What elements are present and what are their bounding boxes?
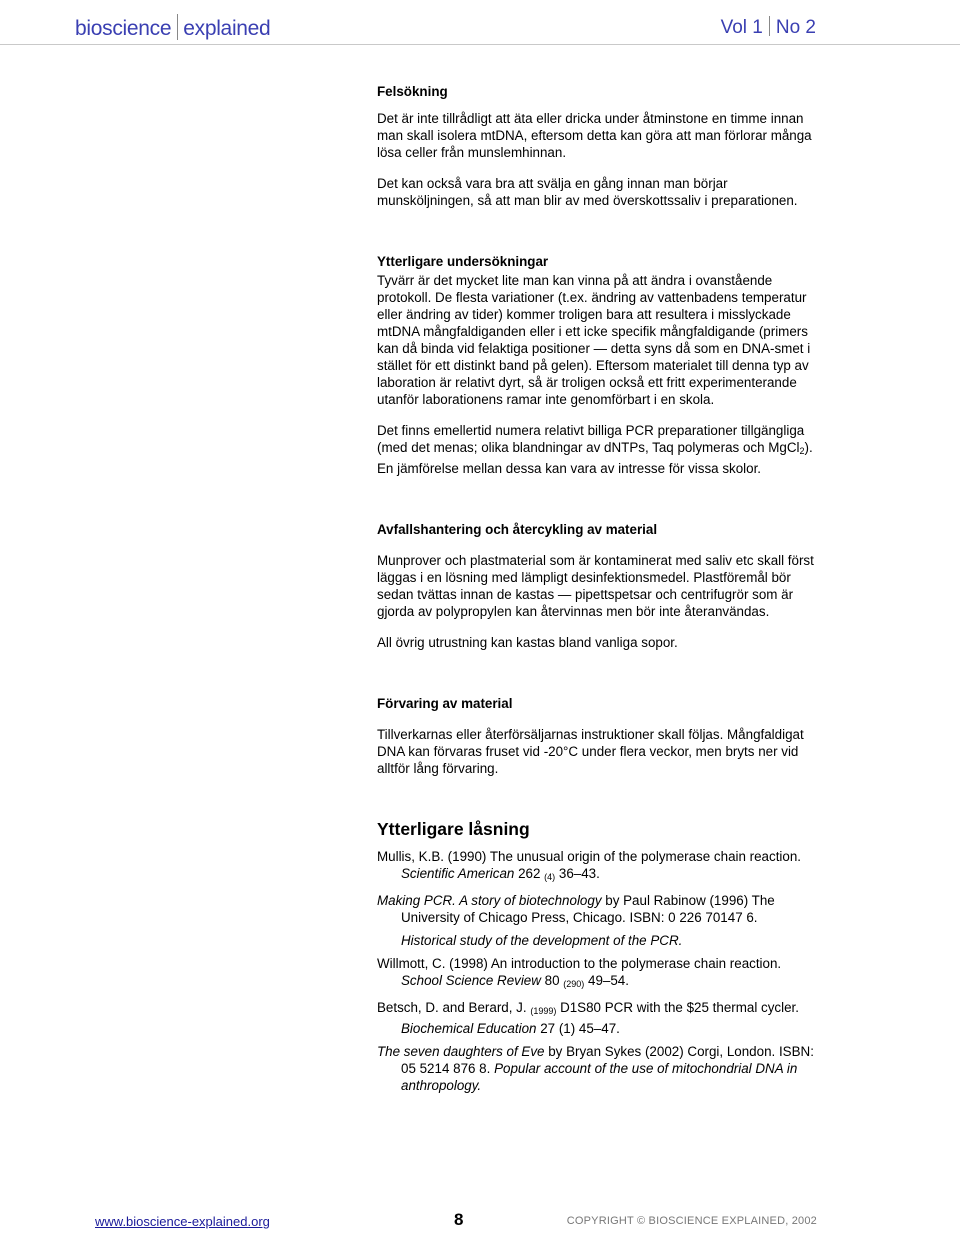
- section-title: Avfallshantering och återcykling av material: [377, 522, 658, 537]
- reference-item: [377, 955, 817, 993]
- journal-title: Scientific American: [401, 866, 515, 881]
- reference-item: [377, 892, 817, 926]
- section-title: Felsökning: [377, 84, 448, 99]
- number-label: No 2: [775, 17, 816, 38]
- section-further-investigations: [377, 253, 817, 477]
- book-title: Making PCR. A story of biotechnology: [377, 893, 602, 908]
- paragraph: Munprover och plastmaterial som är kontaminerat med saliv etc skall först läggas i en lösning med lämpligt desinfektionsmedel. Plastföremål bör sedan tvättas innan de kastas — pipettspetsar och centrifugrör som är gjorda av polypropylen kan återvinnas men bör inte återanvändas.: [377, 553, 814, 619]
- section-storage: [377, 695, 817, 777]
- text-run: 262: [514, 866, 545, 881]
- copyright-notice: COPYRIGHT © BIOSCIENCE EXPLAINED, 2002: [566, 1215, 817, 1227]
- issue-label: [721, 16, 816, 39]
- page-footer: [0, 1210, 960, 1234]
- text-run: by Paul Rabinow (1996) The University of Chicago Press, Chicago. ISBN: 0 226 70147 6.: [401, 893, 775, 925]
- brand-divider: [177, 14, 178, 40]
- text-run: Willmott, C. (1998) An introduction to the polymerase chain reaction.: [377, 956, 782, 971]
- header-rule: [0, 44, 960, 45]
- reference-item: [377, 1043, 817, 1094]
- paragraph: Det kan också vara bra att svälja en gång innan man börjar munsköljningen, så att man blir av med överskottssaliv i preparationen.: [377, 176, 798, 208]
- volume-label: Vol 1: [720, 17, 763, 38]
- section-title: Ytterligare undersökningar: [377, 254, 549, 269]
- journal-title: Biochemical Education: [401, 1021, 537, 1036]
- paragraph: [377, 422, 817, 477]
- text-run: Det finns emellertid numera relativt billiga PCR preparationer tillgängliga (med det menas; olika blandningar av dNTPs, Taq polymeras och MgCl: [377, 423, 805, 455]
- journal-brand: [75, 14, 270, 41]
- section-troubleshooting: [377, 83, 817, 209]
- text-run: D1S80 PCR with the $25 thermal cycler.: [556, 1000, 799, 1015]
- text-run: ). En jämförelse mellan dessa kan vara av intresse för vissa skolor.: [377, 440, 813, 476]
- text-run: Mullis, K.B. (1990) The unusual origin of the polymerase chain reaction.: [377, 849, 802, 864]
- subscript: 2: [799, 446, 805, 456]
- issue-divider: [769, 16, 770, 36]
- subscript: (4): [544, 872, 556, 882]
- text-run: 80: [540, 973, 564, 988]
- section-waste: [377, 521, 817, 651]
- section-title: Ytterligare låsning: [377, 819, 530, 839]
- reference-item: [377, 999, 817, 1037]
- text-run: by Bryan Sykes (2002) Corgi, London. ISBN: 05 5214 876 8.: [401, 1044, 814, 1076]
- section-further-reading: [377, 821, 817, 1094]
- paragraph: Det är inte tillrådligt att äta eller dricka under åtminstone en timme innan man skall isolera mtDNA, eftersom detta kan göra att man förlorar många lösa celler från munslemhinnan.: [377, 111, 812, 160]
- reference-note: Popular account of the use of mitochondrial DNA in anthropology.: [401, 1061, 798, 1093]
- subscript: (290): [563, 979, 585, 989]
- brand-right: explained: [183, 17, 271, 40]
- paragraph: All övrig utrustning kan kastas bland vanliga sopor.: [377, 635, 678, 650]
- paragraph: Tyvärr är det mycket lite man kan vinna på att ändra i ovanstående protokoll. De flesta variationer (t.ex. ändring av vattenbadens temperatur eller ändring av tider) kommer troligen bara att resultera i misslyckade mtDNA mångfaldiganden eller i ett icke specifik mångfaldigande (primers kan då binda vid felaktiga positioner — detta syns då som en DNA-smet i stället för ett distinkt band på gelen). Eftersom materialet till denna typ av laboration är relativt dyrt, så är troligen också ett fritt experimenterande utanför laborationens ramar inte genomförbart i en skola.: [377, 273, 811, 407]
- text-run: 27 (1) 45–47.: [536, 1021, 620, 1036]
- reference-note: Historical study of the development of the PCR.: [401, 933, 683, 948]
- reference-item: [377, 848, 817, 886]
- text-run: Betsch, D. and Berard, J.: [377, 1000, 531, 1015]
- text-run: 36–43.: [555, 866, 600, 881]
- website-link[interactable]: www.bioscience-explained.org: [95, 1214, 270, 1229]
- paragraph: Tillverkarnas eller återförsäljarnas instruktioner skall följas. Mångfaldigat DNA kan förvaras fruset vid -20°C under flera veckor, men bryts ner vid alltför lång förvaring.: [377, 727, 804, 776]
- journal-title: School Science Review: [401, 973, 541, 988]
- brand-left: bioscience: [75, 17, 172, 40]
- section-title: Förvaring av material: [377, 696, 513, 711]
- subscript: (1999): [530, 1006, 557, 1016]
- book-title: The seven daughters of Eve: [377, 1044, 545, 1059]
- text-run: 49–54.: [584, 973, 629, 988]
- page-number: 8: [454, 1210, 464, 1229]
- page-content: [377, 83, 817, 1100]
- page-header: [0, 0, 960, 44]
